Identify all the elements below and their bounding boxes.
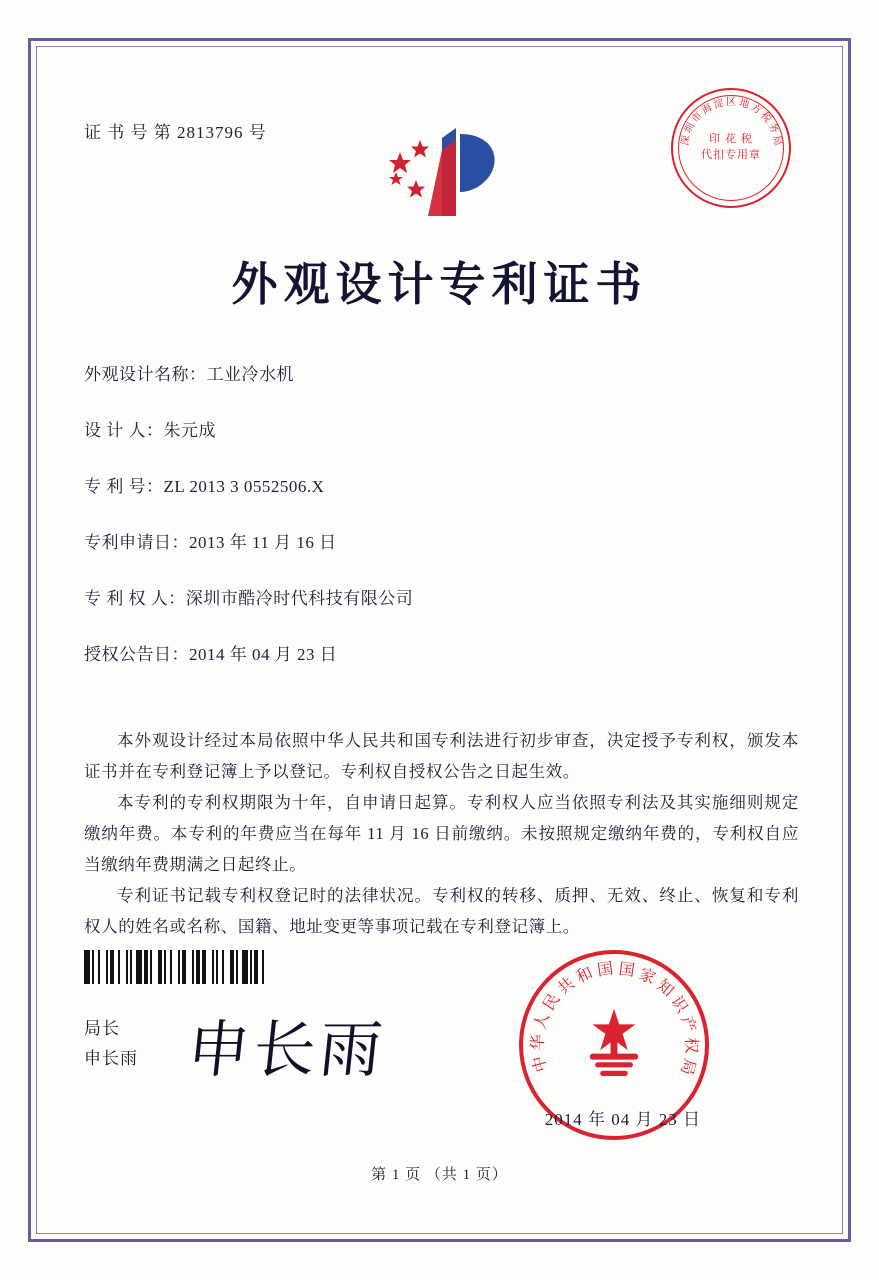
- field-row: [84, 528, 809, 553]
- arc-character: 识: [666, 992, 690, 1016]
- arc-character: 产: [676, 1013, 698, 1035]
- field-row: [84, 640, 809, 665]
- paragraph: 本外观设计经过本局依照中华人民共和国专利法进行初步审查，决定授予专利权，颁发本证书并在专利登记簿上予以登记。专利权自授权公告之日起生效。: [84, 731, 799, 781]
- national-emblem-icon: [571, 1002, 657, 1088]
- barcode-bar: [264, 950, 270, 984]
- arc-character: 局: [770, 134, 783, 146]
- field-value: 工业冷水机: [206, 365, 294, 384]
- field-label: 专 利 权 人：: [84, 589, 186, 608]
- field-value: 2014 年 04 月 23 日: [189, 645, 338, 664]
- field-value: 朱元成: [163, 421, 216, 440]
- arc-character: 民: [539, 990, 563, 1014]
- corner-ornament-bottom-left: [28, 1213, 57, 1242]
- arc-character: 国: [595, 960, 614, 980]
- field-row: [84, 584, 809, 609]
- arc-character: 华: [529, 1033, 547, 1051]
- certificate-number: 证 书 号 第 2813796 号: [84, 123, 267, 142]
- field-label: 外观设计名称：: [84, 365, 207, 384]
- arc-character: 圳: [682, 120, 697, 135]
- arc-character: 中: [529, 1053, 551, 1074]
- field-value: 2013 年 11 月 16 日: [189, 533, 337, 552]
- field-value: ZL 2013 3 0552506.X: [163, 477, 325, 496]
- field-value: 深圳市酷冷时代科技有限公司: [185, 589, 414, 608]
- arc-character: 局: [676, 1056, 698, 1077]
- corner-ornament-bottom-right: [822, 1213, 851, 1242]
- sipo-logo-icon: [370, 120, 520, 230]
- field-row: [84, 360, 809, 385]
- signature-block: [84, 1014, 138, 1074]
- field-row: [84, 472, 809, 497]
- arc-character: 权: [681, 1036, 699, 1054]
- corner-ornament-top-right: [822, 38, 851, 67]
- field-label: 设 计 人：: [84, 421, 164, 440]
- tax-stamp-line-1: 印 花 税: [708, 133, 754, 145]
- tax-stamp: [671, 88, 791, 208]
- arc-character: 人: [531, 1010, 553, 1032]
- arc-character: 海: [699, 101, 714, 117]
- handwritten-signature: 申长雨: [183, 1013, 390, 1086]
- field-label: 专利申请日：: [84, 533, 189, 552]
- arc-character: 淀: [711, 97, 725, 111]
- arc-character: 市: [689, 109, 705, 125]
- field-label: 授权公告日：: [84, 645, 189, 664]
- certificate-fields: [84, 360, 809, 696]
- arc-character: 知: [652, 976, 676, 1000]
- field-label: 专 利 号：: [84, 477, 164, 496]
- arc-character: 家: [635, 965, 658, 988]
- paragraph: 本专利的专利权期限为十年，自申请日起算。专利权人应当依照专利法及其实施细则规定缴纳年费。本专利的年费应当在每年 11 月 16 日前缴纳。未按照规定缴纳年费的，专利权自应当缴纳年费期满之日起终止。: [84, 793, 799, 874]
- page-title: 外观设计专利证书: [231, 257, 648, 311]
- page-footer: 第 1 页 （共 1 页）: [371, 1167, 508, 1183]
- arc-character: 地: [737, 97, 751, 111]
- arc-character: 区: [726, 96, 736, 108]
- arc-character: 和: [573, 964, 595, 987]
- seal-date: 2014 年 04 月 23 日: [544, 1110, 701, 1129]
- field-row: [84, 416, 809, 441]
- signature-role: 局长: [84, 1019, 120, 1038]
- paragraph: 专利证书记载专利权登记时的法律状况。专利权的转移、质押、无效、终止、恢复和专利权人的姓名或名称、国籍、地址变更等事项记载在专利登记簿上。: [84, 886, 799, 936]
- signature-name: 申长雨: [84, 1049, 138, 1068]
- arc-character: 共: [554, 974, 578, 998]
- arc-character: 税: [757, 109, 773, 125]
- arc-character: 方: [748, 101, 763, 117]
- arc-character: 深: [679, 134, 692, 146]
- certificate-paragraphs: [84, 725, 799, 942]
- arc-character: 国: [617, 960, 636, 980]
- certificate-content: [70, 70, 809, 1210]
- arc-character: 务: [765, 120, 780, 135]
- barcode: [84, 950, 334, 984]
- corner-ornament-top-left: [28, 38, 57, 67]
- tax-stamp-line-2: 代扣专用章: [701, 149, 761, 161]
